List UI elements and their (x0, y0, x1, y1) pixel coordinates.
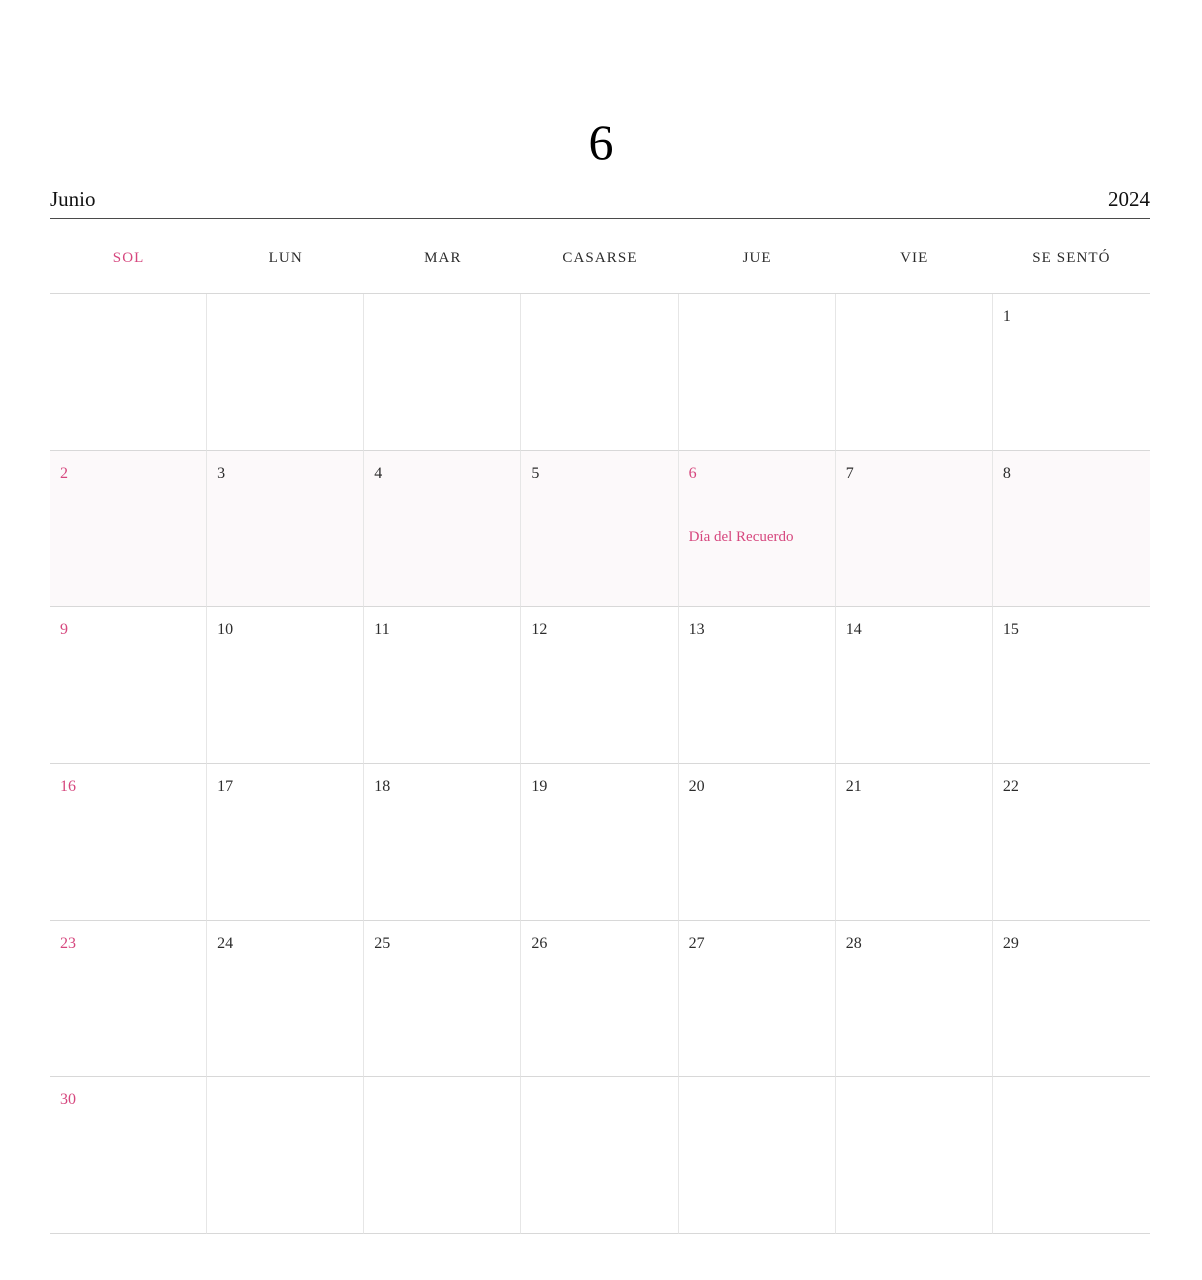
day-cell[interactable] (50, 451, 207, 608)
day-cell[interactable] (836, 294, 993, 451)
day-number: 24 (217, 934, 234, 952)
day-number: 5 (531, 464, 540, 482)
day-cell[interactable] (993, 921, 1150, 1078)
year-label: 2024 (1108, 187, 1150, 211)
day-cell[interactable] (50, 294, 207, 451)
day-cell[interactable] (364, 921, 521, 1078)
weekday-0: SOL (112, 250, 145, 266)
day-number: 13 (688, 621, 705, 639)
calendar-grid (50, 293, 1150, 1234)
day-cell[interactable] (679, 921, 836, 1078)
weekday-header-row (50, 240, 1150, 281)
day-cell[interactable] (50, 921, 207, 1078)
day-number: 12 (531, 621, 548, 639)
day-cell[interactable] (50, 1077, 207, 1234)
day-cell[interactable] (521, 451, 678, 608)
day-cell[interactable] (521, 294, 678, 451)
day-cell[interactable] (207, 1077, 364, 1234)
day-cell[interactable] (679, 451, 836, 608)
weekday-5: VIE (900, 250, 929, 266)
weekday-4: JUE (742, 250, 772, 266)
day-number: 2 (60, 464, 68, 482)
day-number: 21 (845, 778, 862, 795)
weekday-3: CASARSE (562, 250, 638, 266)
day-number: 18 (374, 778, 391, 795)
day-cell[interactable] (50, 764, 207, 921)
day-cell[interactable] (207, 294, 364, 451)
weekday-2: MAR (424, 250, 462, 266)
day-number: 3 (217, 464, 226, 482)
day-cell[interactable] (679, 294, 836, 451)
weekday-6: SE SENTÓ (1032, 250, 1111, 266)
day-number: 9 (60, 621, 68, 639)
day-cell[interactable] (364, 764, 521, 921)
day-number: 27 (688, 934, 705, 952)
calendar-title-row (50, 186, 1150, 219)
day-number: 16 (60, 778, 76, 795)
day-number: 26 (531, 934, 548, 952)
day-number: 19 (531, 778, 548, 795)
day-cell[interactable] (521, 921, 678, 1078)
day-number: 29 (1002, 934, 1019, 952)
month-number: 6 (588, 114, 614, 170)
day-number: 11 (374, 621, 390, 639)
day-cell[interactable] (836, 607, 993, 764)
day-cell[interactable] (50, 607, 207, 764)
day-cell[interactable] (679, 764, 836, 921)
day-number: 7 (845, 464, 854, 482)
day-number: 4 (374, 464, 383, 482)
day-cell[interactable] (364, 607, 521, 764)
day-cell[interactable] (364, 451, 521, 608)
day-cell[interactable] (207, 607, 364, 764)
month-name: Junio (50, 187, 96, 211)
day-number: 10 (217, 621, 234, 639)
day-cell[interactable] (521, 764, 678, 921)
day-number: 30 (60, 1091, 76, 1109)
day-number: 15 (1002, 621, 1019, 639)
day-number: 1 (1002, 308, 1011, 325)
day-number: 8 (1002, 464, 1011, 482)
day-cell[interactable] (207, 764, 364, 921)
day-number: 23 (60, 934, 76, 952)
day-number: 28 (845, 934, 862, 952)
day-number: 20 (688, 778, 705, 795)
day-cell[interactable] (364, 294, 521, 451)
day-cell[interactable] (836, 1077, 993, 1234)
weekday-1: LUN (268, 250, 303, 266)
day-cell[interactable] (993, 294, 1150, 451)
day-cell[interactable] (993, 764, 1150, 921)
day-cell[interactable] (364, 1077, 521, 1234)
day-cell[interactable] (993, 607, 1150, 764)
day-number: 6 (688, 464, 697, 482)
day-cell[interactable] (836, 764, 993, 921)
day-cell[interactable] (836, 451, 993, 608)
day-number: 14 (845, 621, 862, 639)
day-number: 17 (217, 778, 234, 795)
day-cell[interactable] (207, 921, 364, 1078)
day-cell[interactable] (836, 921, 993, 1078)
day-event-label[interactable]: Día del Recuerdo (688, 528, 794, 545)
day-cell[interactable] (521, 607, 678, 764)
day-cell[interactable] (679, 607, 836, 764)
day-cell[interactable] (521, 1077, 678, 1234)
day-cell[interactable] (207, 451, 364, 608)
day-cell[interactable] (993, 451, 1150, 608)
day-cell[interactable] (679, 1077, 836, 1234)
day-cell[interactable] (993, 1077, 1150, 1234)
day-number: 25 (374, 934, 391, 952)
day-number: 22 (1002, 778, 1019, 795)
